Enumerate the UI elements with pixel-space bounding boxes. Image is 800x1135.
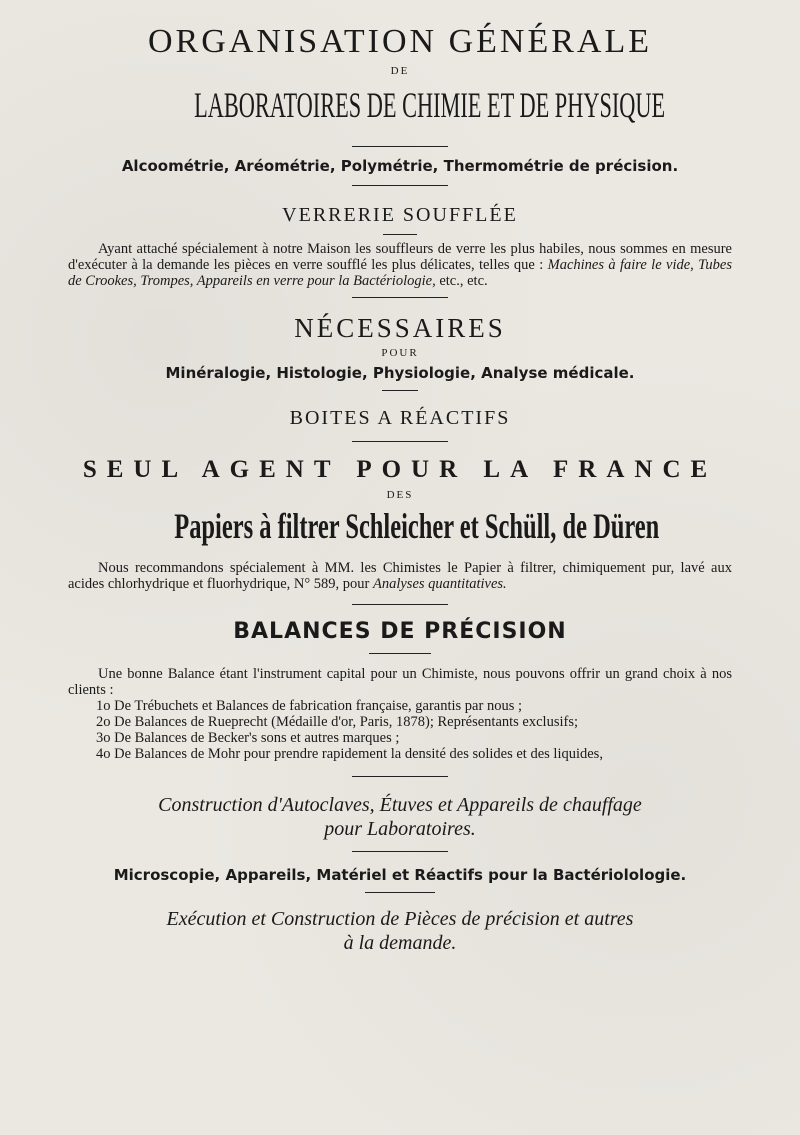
title-de: DE bbox=[390, 65, 410, 77]
verrerie-text bbox=[68, 241, 732, 289]
divider bbox=[352, 297, 448, 298]
balances-heading: BALANCES DE PRÉCISION bbox=[233, 619, 567, 644]
divider bbox=[352, 146, 448, 147]
list-item: 1o De Trébuchets et Balances de fabrication française, garantis par nous ; bbox=[96, 698, 522, 714]
metrologie-line: Alcoométrie, Aréométrie, Polymétrie, Thermométrie de précision. bbox=[121, 157, 679, 175]
divider bbox=[352, 604, 448, 605]
papiers-heading: Papiers à filtrer Schleicher et Schüll, de Düren bbox=[174, 506, 660, 546]
verrerie-text-italic: Machines à faire le vide, Tubes de Crookes, Trompes, Appareils en verre pour la Bactériologie, bbox=[68, 257, 732, 289]
divider bbox=[352, 851, 448, 852]
list-item: 3o De Balances de Becker's sons et autres marques ; bbox=[96, 730, 400, 746]
balances-intro: Une bonne Balance étant l'instrument capital pour un Chimiste, nous pouvons offrir un grand choix à nos clients : bbox=[68, 666, 732, 698]
divider bbox=[383, 234, 417, 235]
agent-text-italic: Analyses quantitatives. bbox=[372, 576, 507, 592]
necessaires-list: Minéralogie, Histologie, Physiologie, Analyse médicale. bbox=[165, 364, 635, 382]
divider bbox=[365, 892, 435, 893]
divider bbox=[352, 441, 448, 442]
page-subtitle: LABORATOIRES DE CHIMIE ET DE PHYSIQUE bbox=[194, 85, 666, 125]
agent-text-intro: Nous recommandons spécialement à MM. les Chimistes le Papier à filtrer, chimiquement pur, lavé aux acides chlorhydrique et fluorhydrique, N° 589, pour bbox=[68, 560, 732, 592]
necessaires-heading: NÉCESSAIRES bbox=[294, 313, 506, 343]
divider bbox=[382, 390, 418, 391]
header bbox=[68, 20, 732, 130]
list-item: 2o De Balances de Rueprecht (Médaille d'or, Paris, 1878); Représentants exclusifs; bbox=[96, 714, 579, 730]
construction-line-2: pour Laboratoires. bbox=[324, 818, 476, 840]
microscopie-line: Microscopie, Appareils, Matériel et Réactifs pour la Bactériolologie. bbox=[113, 866, 687, 884]
boites-heading: BOITES A RÉACTIFS bbox=[289, 407, 511, 429]
page-title: ORGANISATION GÉNÉRALE bbox=[147, 23, 653, 60]
divider bbox=[352, 776, 448, 777]
verrerie-text-intro: Ayant attaché spécialement à notre Maison les souffleurs de verre les plus habiles, nous sommes en mesure d'exécuter à la demande les pièces en verre soufflé les plus délicates, telles que : bbox=[68, 241, 732, 273]
verrerie-heading: VERRERIE SOUFFLÉE bbox=[282, 204, 518, 226]
divider bbox=[352, 185, 448, 186]
execution-line-1: Exécution et Construction de Pièces de précision et autres bbox=[166, 908, 634, 930]
necessaires-pour: POUR bbox=[381, 347, 419, 359]
list-item: 4o De Balances de Mohr pour prendre rapidement la densité des solides et des liquides, bbox=[96, 746, 603, 762]
construction-line-1: Construction d'Autoclaves, Étuves et Appareils de chauffage bbox=[158, 794, 642, 816]
verrerie-text-end: etc., etc. bbox=[435, 273, 488, 289]
balances-list bbox=[68, 698, 732, 762]
agent-text bbox=[68, 560, 732, 592]
agent-des: DES bbox=[386, 489, 414, 501]
agent-heading: SEUL AGENT POUR LA FRANCE bbox=[82, 456, 718, 483]
divider bbox=[369, 653, 431, 654]
execution-line-2: à la demande. bbox=[343, 932, 457, 954]
